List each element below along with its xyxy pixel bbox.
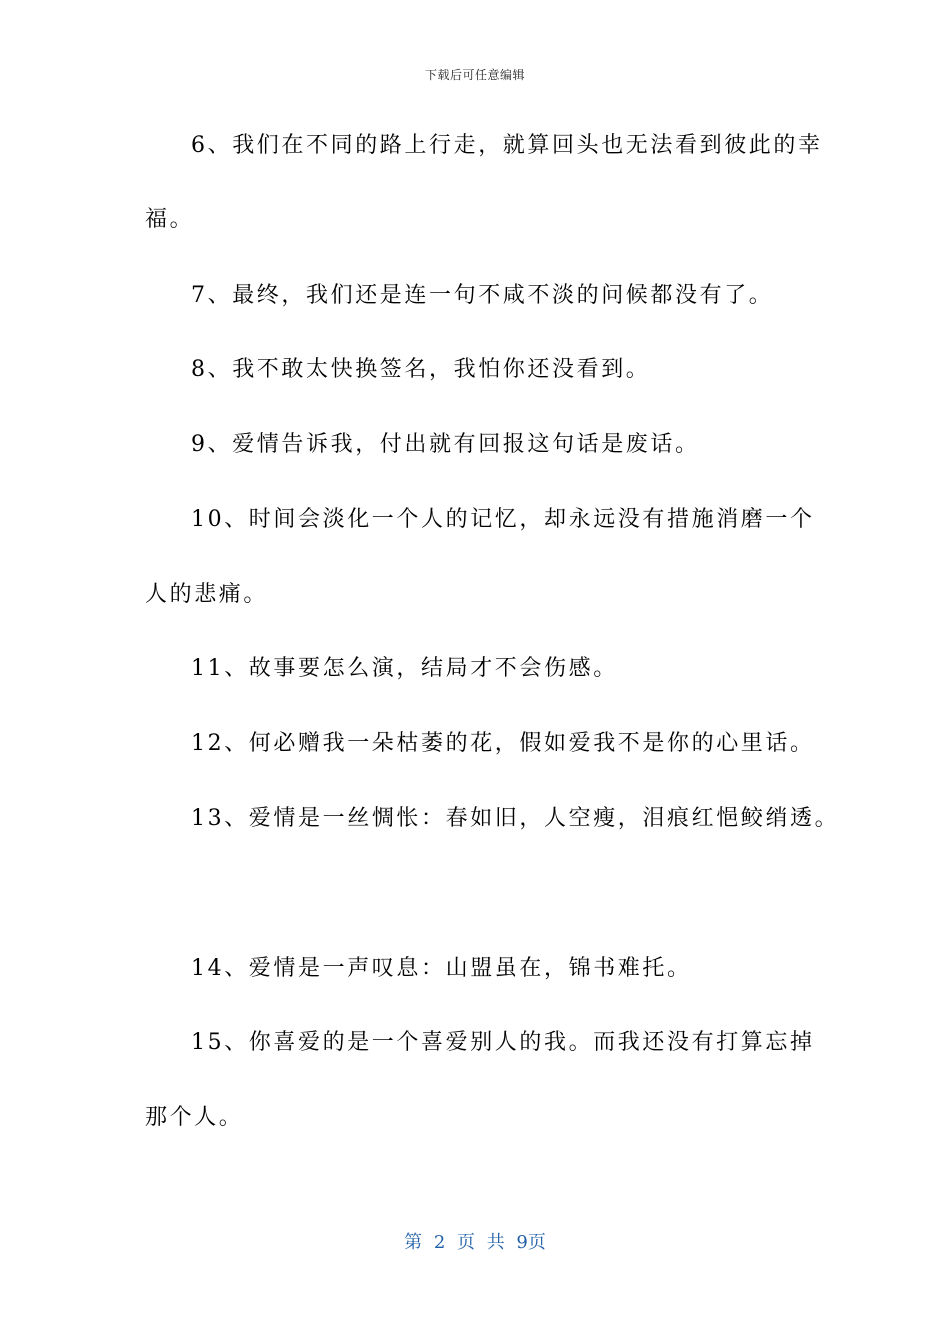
list-item-15-continued: 那个人。 — [145, 1105, 244, 1130]
list-item-6: 6、我们在不同的路上行走，就算回头也无法看到彼此的幸 — [191, 133, 823, 158]
list-item-12: 12、何必赠我一朵枯萎的花，假如爱我不是你的心里话。 — [191, 731, 815, 756]
list-item-6-continued: 福。 — [145, 207, 195, 232]
list-item-9: 9、爱情告诉我，付出就有回报这句话是废话。 — [191, 432, 700, 457]
list-item-15: 15、你喜爱的是一个喜爱别人的我。而我还没有打算忘掉 — [191, 1030, 815, 1055]
list-item-8: 8、我不敢太快换签名，我怕你还没看到。 — [191, 357, 651, 382]
page-header: 下载后可任意编辑 — [424, 68, 525, 82]
list-item-7: 7、最终，我们还是连一句不咸不淡的问候都没有了。 — [191, 283, 774, 308]
list-item-10: 10、时间会淡化一个人的记忆，却永远没有措施消磨一个 — [191, 507, 815, 532]
list-item-14: 14、爱情是一声叹息：山盟虽在，锦书难托。 — [191, 956, 692, 981]
list-item-11: 11、故事要怎么演，结局才不会伤感。 — [191, 656, 618, 681]
page-number: 第 2 页 共 9页 — [404, 1232, 546, 1253]
list-item-13: 13、爱情是一丝惆怅：春如旧，人空瘦，泪痕红悒鲛绡透。 — [191, 806, 840, 831]
list-item-10-continued: 人的悲痛。 — [145, 582, 269, 607]
